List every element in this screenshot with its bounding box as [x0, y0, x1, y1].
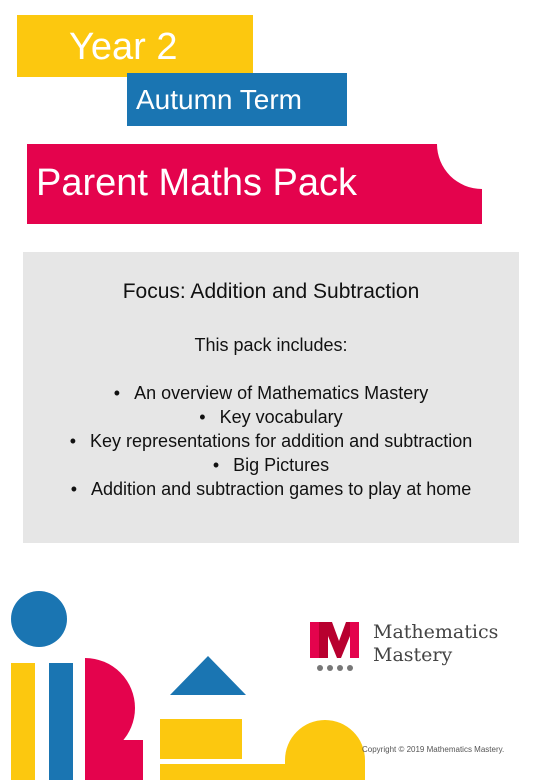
crimson-block-shape	[85, 740, 143, 780]
pack-title: Parent Maths Pack	[36, 162, 358, 204]
copyright-notice: Copyright © 2019 Mathematics Mastery.	[362, 745, 505, 754]
focus-heading: Focus: Addition and Subtraction	[122, 280, 420, 303]
yellow-dome-shape	[285, 720, 365, 780]
yellow-bar-shape	[11, 663, 35, 780]
logo-mark-icon	[308, 619, 368, 675]
logo-wordmark-line2: Mastery	[373, 644, 453, 666]
term-banner	[127, 73, 347, 126]
list-item: • Addition and subtraction games to play at home	[23, 477, 519, 501]
logo-wordmark-line1: Mathematics	[373, 621, 499, 643]
info-panel	[23, 252, 519, 543]
blue-triangle-shape	[170, 656, 246, 695]
list-item: • An overview of Mathematics Mastery	[23, 381, 519, 405]
yellow-rectangle-shape	[160, 719, 242, 759]
includes-list	[23, 381, 519, 501]
list-item: • Key representations for addition and subtraction	[23, 429, 519, 453]
decorative-shapes	[0, 580, 370, 780]
list-item: • Big Pictures	[23, 453, 519, 477]
year-label: Year 2	[69, 26, 178, 68]
pack-title-banner	[27, 144, 482, 224]
year-banner	[17, 15, 253, 77]
blue-circle-shape	[11, 591, 67, 647]
mathematics-mastery-logo	[308, 619, 523, 675]
includes-heading: This pack includes:	[194, 335, 348, 355]
term-label: Autumn Term	[136, 84, 302, 115]
list-item: • Key vocabulary	[23, 405, 519, 429]
yellow-base-shape	[160, 764, 300, 780]
blue-bar-shape	[49, 663, 73, 780]
